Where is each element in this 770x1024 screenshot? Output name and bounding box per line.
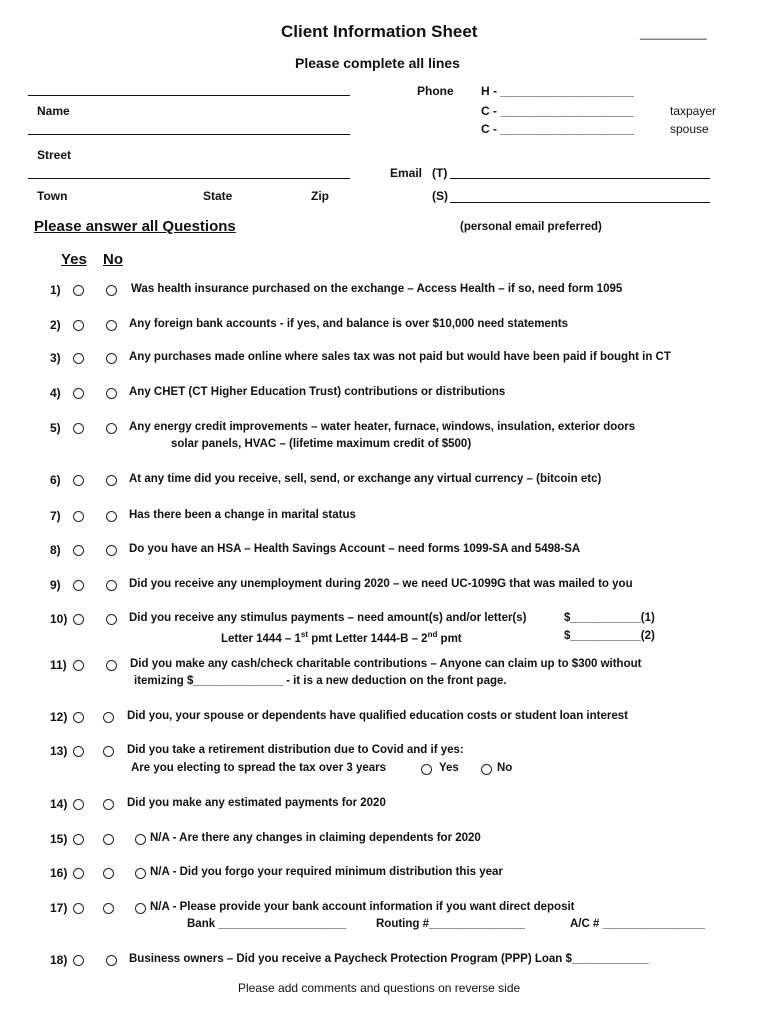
question-number: 7) <box>50 509 61 523</box>
question-number: 18) <box>50 953 68 967</box>
q18-no-radio[interactable] <box>106 955 117 966</box>
question-text: Has there been a change in marital status <box>129 509 356 521</box>
q9-no-radio[interactable] <box>106 580 117 591</box>
q13-yes-radio[interactable] <box>73 746 84 757</box>
question-number: 12) <box>50 710 68 724</box>
question-text: Do you have an HSA – Health Savings Account – need forms 1099-SA and 5498-SA <box>129 543 581 555</box>
letter-1444b-text: pmt Letter 1444-B – 2 <box>308 632 428 645</box>
email-taxpayer-line[interactable] <box>450 178 710 179</box>
q5-no-radio[interactable] <box>106 423 117 434</box>
q15-no-radio[interactable] <box>103 834 114 845</box>
phone-label: Phone <box>417 84 454 98</box>
q18-yes-radio[interactable] <box>73 955 84 966</box>
q17-na-radio[interactable] <box>135 903 146 914</box>
email-spouse-label: (S) <box>432 189 448 203</box>
taxpayer-label: taxpayer <box>670 104 717 118</box>
email-taxpayer-label: (T) <box>432 166 448 180</box>
question-text-line2 <box>221 630 462 645</box>
question-text: Was health insurance purchased on the exchange – Access Health – if so, need form 1095 <box>131 283 623 295</box>
question-text: Did you receive any unemployment during 2020 – we need UC-1099G that was mailed to you <box>129 578 633 590</box>
question-number: 9) <box>50 578 61 592</box>
question-number: 4) <box>50 386 61 400</box>
q17-yes-radio[interactable] <box>73 903 84 914</box>
no-column-header: No <box>103 251 123 268</box>
question-number: 14) <box>50 797 68 811</box>
q10-yes-radio[interactable] <box>73 614 84 625</box>
q8-no-radio[interactable] <box>106 545 117 556</box>
email-spouse-line[interactable] <box>450 202 710 203</box>
question-text-line2: Are you electing to spread the tax over 3 years <box>131 762 387 774</box>
question-text: Business owners – Did you receive a Paycheck Protection Program (PPP) Loan $____________ <box>129 953 649 965</box>
q11-yes-radio[interactable] <box>73 660 84 671</box>
zip-label: Zip <box>311 189 329 203</box>
question-number: 10) <box>50 612 68 626</box>
question-text: Did you take a retirement distribution due to Covid and if yes: <box>127 744 464 756</box>
q3-yes-radio[interactable] <box>73 353 84 364</box>
q13-spread-no-label: No <box>497 762 513 774</box>
question-number: 3) <box>50 351 61 365</box>
ordinal-nd: nd <box>427 630 438 639</box>
question-text: Any foreign bank accounts - if yes, and balance is over $10,000 need statements <box>129 318 569 330</box>
question-text: Did you make any cash/check charitable contributions – Anyone can claim up to $300 without <box>130 658 642 670</box>
q14-yes-radio[interactable] <box>73 799 84 810</box>
yes-column-header: Yes <box>61 251 87 268</box>
routing-field[interactable]: Routing #_______________ <box>376 918 525 930</box>
q4-no-radio[interactable] <box>106 388 117 399</box>
question-text: N/A - Did you forgo your required minimum distribution this year <box>150 866 503 878</box>
question-number: 17) <box>50 901 68 915</box>
q13-spread-yes-radio[interactable] <box>421 764 432 775</box>
stimulus-amount-2-field[interactable]: $___________(2) <box>564 630 655 642</box>
question-number: 6) <box>50 473 61 487</box>
question-text: Any purchases made online where sales tax was not paid but would have been paid if bought in CT <box>129 351 671 363</box>
question-number: 5) <box>50 421 61 435</box>
question-text-line2: itemizing $______________ - it is a new deduction on the front page. <box>134 675 507 687</box>
q7-no-radio[interactable] <box>106 511 117 522</box>
q10-no-radio[interactable] <box>106 614 117 625</box>
street-label: Street <box>37 148 72 162</box>
question-number: 8) <box>50 543 61 557</box>
top-right-blank[interactable]: __________ <box>640 26 707 40</box>
footer-note: Please add comments and questions on reverse side <box>238 981 521 995</box>
q17-no-radio[interactable] <box>103 903 114 914</box>
letter-1444-text: Letter 1444 – 1 <box>221 632 301 645</box>
q1-no-radio[interactable] <box>106 285 117 296</box>
pmt-text: pmt <box>437 632 462 645</box>
q13-no-radio[interactable] <box>103 746 114 757</box>
page-title: Client Information Sheet <box>281 22 478 41</box>
question-text: At any time did you receive, sell, send, or exchange any virtual currency – (bitcoin etc) <box>129 473 602 485</box>
town-label: Town <box>37 189 68 203</box>
questions-heading: Please answer all Questions <box>34 218 236 235</box>
q16-na-radio[interactable] <box>135 868 146 879</box>
stimulus-amount-1-field[interactable]: $___________(1) <box>564 612 655 624</box>
q9-yes-radio[interactable] <box>73 580 84 591</box>
q8-yes-radio[interactable] <box>73 545 84 556</box>
bank-field[interactable]: Bank ____________________ <box>187 918 347 930</box>
q2-yes-radio[interactable] <box>73 320 84 331</box>
q15-yes-radio[interactable] <box>73 834 84 845</box>
name-label: Name <box>37 104 70 118</box>
question-text: Did you, your spouse or dependents have qualified education costs or student loan interest <box>127 710 628 722</box>
name-line[interactable] <box>28 95 350 96</box>
q5-yes-radio[interactable] <box>73 423 84 434</box>
question-number: 1) <box>50 283 61 297</box>
q15-na-radio[interactable] <box>135 834 146 845</box>
question-number: 13) <box>50 744 68 758</box>
q13-spread-yes-label: Yes <box>439 762 459 774</box>
q6-yes-radio[interactable] <box>73 475 84 486</box>
question-text: Any energy credit improvements – water heater, furnace, windows, insulation, exterior doors <box>129 421 636 433</box>
account-field[interactable]: A/C # ________________ <box>570 918 705 930</box>
q4-yes-radio[interactable] <box>73 388 84 399</box>
q12-yes-radio[interactable] <box>73 712 84 723</box>
q7-yes-radio[interactable] <box>73 511 84 522</box>
page-subtitle: Please complete all lines <box>295 55 460 71</box>
question-text: N/A - Are there any changes in claiming dependents for 2020 <box>150 832 481 844</box>
q6-no-radio[interactable] <box>106 475 117 486</box>
email-note: (personal email preferred) <box>460 221 602 233</box>
town-line[interactable] <box>28 178 350 179</box>
question-text: Did you receive any stimulus payments – need amount(s) and/or letter(s) <box>129 612 527 624</box>
state-label: State <box>203 189 233 203</box>
phone-home-field[interactable]: H - ____________________ <box>481 84 634 98</box>
question-number: 16) <box>50 866 68 880</box>
spouse-label: spouse <box>670 122 709 136</box>
question-number: 2) <box>50 318 61 332</box>
phone-cell-taxpayer-field[interactable]: C - ____________________ <box>481 104 634 118</box>
email-label: Email <box>390 166 423 180</box>
q13-spread-no-radio[interactable] <box>481 764 492 775</box>
q12-no-radio[interactable] <box>103 712 114 723</box>
q2-no-radio[interactable] <box>106 320 117 331</box>
q3-no-radio[interactable] <box>106 353 117 364</box>
question-text: Any CHET (CT Higher Education Trust) contributions or distributions <box>129 386 506 398</box>
ordinal-st: st <box>300 630 309 639</box>
street-line[interactable] <box>28 134 350 135</box>
q14-no-radio[interactable] <box>103 799 114 810</box>
question-text: Did you make any estimated payments for 2020 <box>127 797 386 809</box>
q16-no-radio[interactable] <box>103 868 114 879</box>
question-number: 15) <box>50 832 68 846</box>
q11-no-radio[interactable] <box>106 660 117 671</box>
phone-cell-spouse-field[interactable]: C - ____________________ <box>481 122 634 136</box>
question-number: 11) <box>50 658 67 672</box>
question-text-line2: solar panels, HVAC – (lifetime maximum credit of $500) <box>171 438 472 450</box>
q16-yes-radio[interactable] <box>73 868 84 879</box>
question-text: N/A - Please provide your bank account information if you want direct deposit <box>150 901 575 913</box>
q1-yes-radio[interactable] <box>73 285 84 296</box>
